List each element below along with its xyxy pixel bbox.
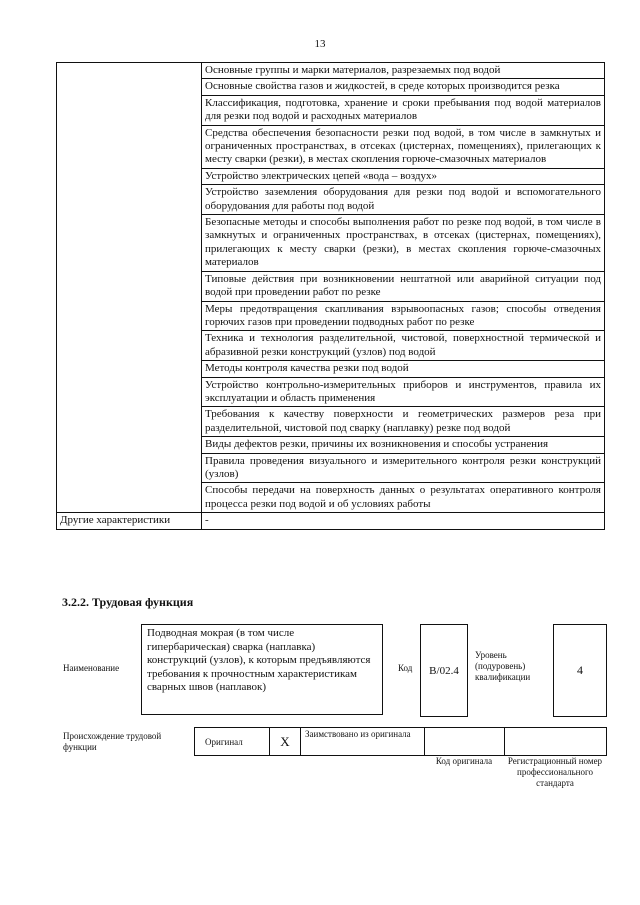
level-value: 4 (577, 663, 583, 677)
section-title: 3.2.2. Трудовая функция (62, 595, 194, 609)
knowledge-item: Техника и технология разделительной, чистовой, поверхностной термической и абразивной резки конструкций (узлов) под водой (202, 331, 605, 361)
code-value-box (420, 624, 468, 717)
other-characteristics-label: Другие характеристики (57, 513, 202, 529)
level-label: Уровень (подуровень) квалификации (475, 650, 531, 682)
knowledge-item: Методы контроля качества резки под водой (202, 361, 605, 377)
knowledge-item: Виды дефектов резки, причины их возникновения и способы устранения (202, 437, 605, 453)
name-label: Наименование (63, 663, 120, 673)
original-label: Оригинал (205, 737, 243, 747)
code-original-cell (425, 728, 505, 755)
code-value: B/02.4 (429, 664, 459, 677)
knowledge-item: Типовые действия при возникновении нештатной или аварийной ситуации под водой при проведении работ по резке (202, 271, 605, 301)
knowledge-item: Требования к качеству поверхности и геометрических размеров реза при разделительной, чистовой под сварку (наплавку) резке под водой (202, 407, 605, 437)
original-mark: X (280, 733, 290, 749)
code-label: Код (398, 663, 413, 673)
knowledge-item: Основные свойства газов и жидкостей, в среде которых производится резка (202, 79, 605, 95)
origin-row (194, 727, 607, 756)
knowledge-item: Основные группы и марки материалов, разрезаемых под водой (202, 63, 605, 79)
borrowed-cell (301, 728, 425, 755)
level-value-box (553, 624, 607, 717)
borrowed-label: Заимствовано из оригинала (305, 729, 411, 739)
original-mark-cell (270, 728, 301, 755)
knowledge-item: Устройство электрических цепей «вода – воздух» (202, 168, 605, 184)
knowledge-row (57, 63, 605, 79)
knowledge-item: Устройство заземления оборудования для резки под водой и вспомогательного оборудования для работы под водой (202, 185, 605, 215)
original-cell (195, 728, 270, 755)
knowledge-item: Классификация, подготовка, хранение и сроки пребывания под водой материалов для резки под водой и расходных материалов (202, 95, 605, 125)
page-number: 13 (314, 38, 326, 50)
knowledge-item: Меры предотвращения скапливания взрывоопасных газов; способы отведения горючих газов при проведении подводных работ по резке (202, 301, 605, 331)
knowledge-item: Средства обеспечения безопасности резки под водой, в том числе в замкнутых и ограниченных пространствах, в отсеках (цистернах, помещениях), прилегающих к месту сварки (резки), в местах скопления горюче-смазочных материалов (202, 125, 605, 168)
knowledge-item: Устройство контрольно-измерительных приборов и инструментов, правила их эксплуатации и область применения (202, 377, 605, 407)
function-name-box: Подводная мокрая (в том числе гипербарическая) сварка (наплавка) конструкций (узлов), к которым предъявляются требования к прочностным характеристикам сварных швов (наплавок) (141, 624, 383, 715)
knowledge-row-header (57, 63, 202, 513)
code-original-caption: Код оригинала (435, 756, 493, 766)
reg-number-cell (505, 728, 605, 755)
knowledge-item: Способы передачи на поверхность данных о результатах оперативного контроля процесса резки под водой и об условиях работы (202, 483, 605, 513)
other-characteristics-row (57, 513, 605, 529)
knowledge-table (56, 62, 605, 530)
origin-label: Происхождение трудовой функции (63, 731, 162, 752)
other-characteristics-value: - (202, 513, 605, 529)
reg-number-caption: Регистрационный номер профессионального стандарта (507, 756, 603, 788)
knowledge-item: Правила проведения визуального и измерительного контроля резки конструкций (узлов) (202, 453, 605, 483)
knowledge-item: Безопасные методы и способы выполнения работ по резке под водой, в том числе в замкнутых и ограниченных пространствах, в отсеках (цистернах, помещениях), прилегающих к месту сварки (резки), в местах скопления горюче-смазочных материалов (202, 215, 605, 272)
